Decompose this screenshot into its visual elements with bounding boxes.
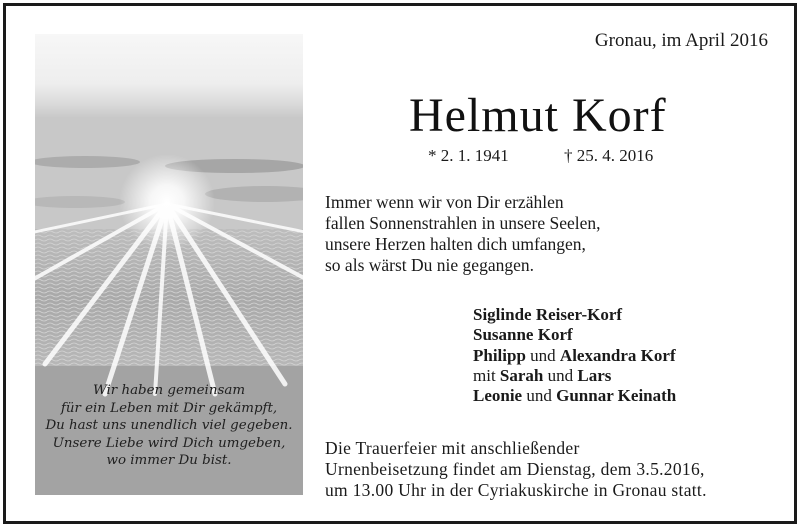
mourners-list xyxy=(473,305,676,406)
mourner-prefix: mit xyxy=(473,365,496,385)
mourner-row xyxy=(473,305,676,325)
birth-date: * 2. 1. 1941 xyxy=(428,146,509,165)
mourner-name: Alexandra Korf xyxy=(559,345,676,365)
poem-line: Du hast uns unendlich viel gegeben. xyxy=(45,418,293,434)
mourner-row xyxy=(473,325,676,345)
deceased-name: Helmut Korf xyxy=(409,89,667,142)
mourner-name: Lars xyxy=(577,365,612,385)
memorial-verse xyxy=(325,192,601,276)
verse-line: fallen Sonnenstrahlen in unsere Seelen, xyxy=(325,213,601,233)
sunset-photo xyxy=(35,34,303,495)
notice-line: Urnenbeisetzung findet am Dienstag, dem 3.5.2016, xyxy=(325,458,705,479)
mourner-name: Leonie xyxy=(473,386,523,406)
notice-line: Die Trauerfeier mit anschließender xyxy=(325,438,580,458)
mourner-row xyxy=(473,386,676,406)
mourner-row xyxy=(473,346,676,366)
verse-line: Immer wenn wir von Dir erzählen xyxy=(325,192,564,212)
poem-line: wo immer Du bist. xyxy=(106,453,232,469)
funeral-notice xyxy=(325,438,707,500)
poem-line: Unsere Liebe wird Dich umgeben, xyxy=(52,435,286,451)
mourner-name: Philipp xyxy=(473,345,526,365)
mourner-joiner: und xyxy=(526,386,552,406)
place-and-date: Gronau, im April 2016 xyxy=(594,30,768,51)
verse-line: so als wärst Du nie gegangen. xyxy=(325,255,534,275)
mourner-name: Susanne Korf xyxy=(473,325,573,345)
mourner-name: Gunnar Keinath xyxy=(556,386,677,406)
mourner-name: Sarah xyxy=(499,365,544,385)
memorial-poem xyxy=(35,382,303,470)
poem-line: für ein Leben mit Dir gekämpft, xyxy=(60,400,278,416)
notice-line: um 13.00 Uhr in der Cyriakuskirche in Gronau statt. xyxy=(325,479,707,500)
mourner-joiner: und xyxy=(547,365,574,385)
mourner-row xyxy=(473,366,676,386)
death-date: † 25. 4. 2016 xyxy=(564,146,654,165)
mourner-name: Siglinde Reiser-Korf xyxy=(473,305,623,324)
poem-line: Wir haben gemeinsam xyxy=(92,383,246,398)
mourner-joiner: und xyxy=(530,345,556,365)
verse-line: unsere Herzen halten dich umfangen, xyxy=(325,234,586,254)
